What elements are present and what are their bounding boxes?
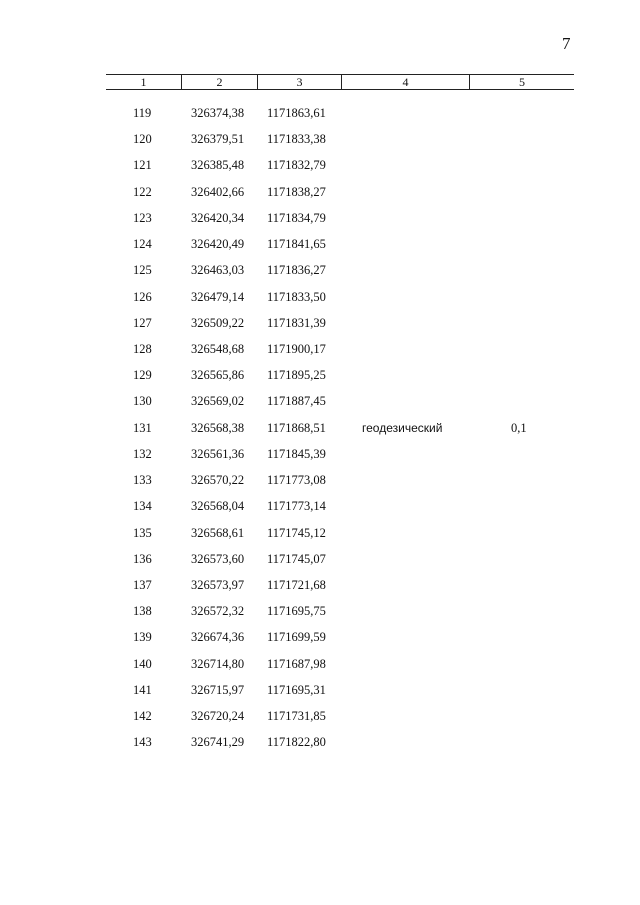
- coord-y-cell: 1171822,80: [267, 735, 326, 750]
- coord-y-cell: 1171845,39: [267, 446, 326, 461]
- table-row: [0, 183, 640, 209]
- coord-y-cell: 1171687,98: [267, 656, 326, 671]
- method-cell: геодезический: [362, 420, 443, 435]
- coord-y-cell: 1171832,79: [267, 158, 326, 173]
- point-number-cell: 143: [133, 735, 152, 750]
- coord-y-cell: 1171721,68: [267, 577, 326, 592]
- coord-x-cell: 326568,61: [191, 525, 245, 540]
- point-number-cell: 120: [133, 132, 152, 147]
- table-row: [0, 340, 640, 366]
- point-number-cell: 132: [133, 446, 152, 461]
- coord-y-cell: 1171745,12: [267, 525, 326, 540]
- table-row: [0, 550, 640, 576]
- coord-y-cell: 1171695,31: [267, 682, 326, 697]
- table-row: [0, 497, 640, 523]
- header-col-1: 1: [140, 75, 147, 89]
- header-col-5: 5: [469, 75, 574, 89]
- point-number-cell: 138: [133, 604, 152, 619]
- point-number-cell: 135: [133, 525, 152, 540]
- coord-x-cell: 326374,38: [191, 106, 245, 120]
- point-number-cell: 124: [133, 237, 152, 252]
- coord-y-cell: 1171773,08: [267, 473, 326, 488]
- coord-x-cell: 326569,02: [191, 394, 245, 409]
- point-number-cell: 129: [133, 368, 152, 383]
- coord-x-cell: 326565,86: [191, 368, 245, 383]
- coord-x-cell: 326573,97: [191, 577, 245, 592]
- coord-y-cell: 1171833,38: [267, 132, 326, 147]
- table-row: [0, 156, 640, 182]
- coord-y-cell: 1171900,17: [267, 341, 326, 356]
- coord-y-cell: 1171773,14: [267, 499, 326, 514]
- coord-y-cell: 1171887,45: [267, 394, 326, 409]
- table-row: [0, 235, 640, 261]
- table-row: [0, 471, 640, 497]
- point-number-cell: 122: [133, 184, 152, 199]
- table-row: [0, 288, 640, 314]
- page-number: 7: [562, 34, 571, 53]
- point-number-cell: 134: [133, 499, 152, 514]
- table-row: [0, 733, 640, 759]
- coord-y-cell: 1171868,51: [267, 420, 326, 435]
- table-row: [0, 707, 640, 733]
- coord-x-cell: 326674,36: [191, 630, 245, 645]
- header-col-2: 2: [181, 75, 257, 89]
- coord-y-cell: 1171863,61: [267, 106, 326, 120]
- coord-y-cell: 1171731,85: [267, 709, 326, 724]
- coord-y-cell: 1171838,27: [267, 184, 326, 199]
- table-row: [0, 419, 640, 445]
- coord-y-cell: 1171834,79: [267, 210, 326, 225]
- coord-x-cell: 326420,34: [191, 210, 245, 225]
- table-header: [106, 74, 574, 90]
- point-number-cell: 141: [133, 682, 152, 697]
- coord-y-cell: 1171745,07: [267, 551, 326, 566]
- table-row: [0, 628, 640, 654]
- coord-x-cell: 326714,80: [191, 656, 245, 671]
- coord-y-cell: 1171699,59: [267, 630, 326, 645]
- coord-y-cell: 1171695,75: [267, 604, 326, 619]
- table-row: [0, 209, 640, 235]
- coord-x-cell: 326568,38: [191, 420, 245, 435]
- table-row: [0, 655, 640, 681]
- coord-x-cell: 326572,32: [191, 604, 245, 619]
- point-number-cell: 137: [133, 577, 152, 592]
- coord-y-cell: 1171841,65: [267, 237, 326, 252]
- coord-x-cell: 326463,03: [191, 263, 245, 278]
- point-number-cell: 131: [133, 420, 152, 435]
- coord-x-cell: 326379,51: [191, 132, 245, 147]
- coord-x-cell: 326715,97: [191, 682, 245, 697]
- coord-x-cell: 326548,68: [191, 341, 245, 356]
- table-row: [0, 681, 640, 707]
- table-row: [0, 524, 640, 550]
- point-number-cell: 136: [133, 551, 152, 566]
- point-number-cell: 128: [133, 341, 152, 356]
- coord-y-cell: 1171895,25: [267, 368, 326, 383]
- point-number-cell: 139: [133, 630, 152, 645]
- table-row: [0, 392, 640, 418]
- point-number-cell: 133: [133, 473, 152, 488]
- coord-x-cell: 326479,14: [191, 289, 245, 304]
- table-row: [0, 576, 640, 602]
- table-row: [0, 445, 640, 471]
- point-number-cell: 142: [133, 709, 152, 724]
- point-number-cell: 130: [133, 394, 152, 409]
- table-row: [0, 602, 640, 628]
- coord-x-cell: 326720,24: [191, 709, 245, 724]
- coord-x-cell: 326509,22: [191, 315, 245, 330]
- coord-x-cell: 326568,04: [191, 499, 245, 514]
- coord-x-cell: 326561,36: [191, 446, 245, 461]
- table-row: [0, 261, 640, 287]
- table-row: [0, 314, 640, 340]
- coord-y-cell: 1171833,50: [267, 289, 326, 304]
- coord-y-cell: 1171831,39: [267, 315, 326, 330]
- coord-x-cell: 326741,29: [191, 735, 245, 750]
- coord-x-cell: 326570,22: [191, 473, 245, 488]
- point-number-cell: 125: [133, 263, 152, 278]
- coord-x-cell: 326385,48: [191, 158, 245, 173]
- point-number-cell: 126: [133, 289, 152, 304]
- table-row: [0, 130, 640, 156]
- point-number-cell: 121: [133, 158, 152, 173]
- table-row: [0, 366, 640, 392]
- header-col-3: 3: [257, 75, 341, 89]
- point-number-cell: 119: [133, 106, 152, 120]
- point-number-cell: 127: [133, 315, 152, 330]
- header-col-4: 4: [341, 75, 469, 89]
- table-row: [0, 104, 640, 130]
- coord-x-cell: 326573,60: [191, 551, 245, 566]
- coord-x-cell: 326420,49: [191, 237, 245, 252]
- coord-y-cell: 1171836,27: [267, 263, 326, 278]
- point-number-cell: 140: [133, 656, 152, 671]
- accuracy-cell: 0,1: [511, 420, 527, 435]
- coordinates-table-body: [0, 104, 640, 759]
- point-number-cell: 123: [133, 210, 152, 225]
- coord-x-cell: 326402,66: [191, 184, 245, 199]
